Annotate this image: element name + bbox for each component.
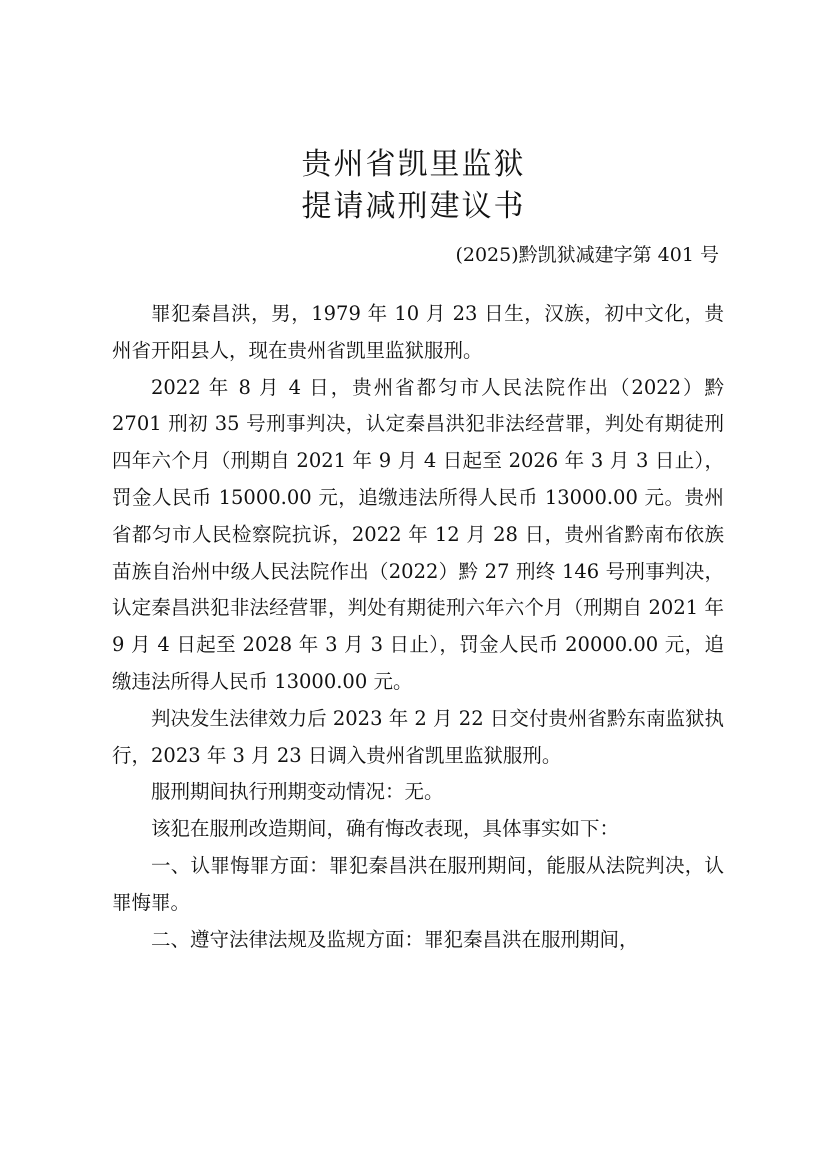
paragraph-sentence-changes: 服刑期间执行刑期变动情况：无。 (151, 780, 444, 804)
paragraph-repentance-intro: 该犯在服刑改造期间，确有悔改表现，具体事实如下： (151, 817, 620, 841)
paragraph-offender-info: 罪犯秦昌洪，男，1979 年 10 月 23 日生，汉族，初中文化，贵州省开阳县人，现在贵州省凯里监狱服刑。 (112, 302, 724, 362)
paragraph-transfer: 判决发生法律效力后 2023 年 2 月 22 日交付贵州省黔东南监狱执行，2023 年 3 月 23 日调入贵州省凯里监狱服刑。 (112, 706, 724, 767)
document-title-line-1: 贵州省凯里监狱 (301, 147, 526, 182)
paragraph-judgment-history: 2022 年 8 月 4 日，贵州省都匀市人民法院作出（2022）黔2701 刑初 35 号刑事判决，认定秦昌洪犯非法经营罪，判处有期徒刑四年六个月（刑期自 2021 年 9 月 4 日起至 2026 年 3 月 3 日止），罚金人民币 15000.00 元，追缴违法所得人民币 13000.00 元。贵州省都匀市人民检察院抗诉，2022 年 12 月 28 日，贵州省黔南布依族苗族自治州中级人民法院作出（2022）黔 27 刑终 146 号刑事判决，认定秦昌洪犯非法经营罪，判处有期徒刑六年六个月（刑期自 2021 年 9 月 4 日起至 2028 年 3 月 3 日止），罚金人民币 20000.00 元，追缴违法所得人民币 13000.00 元。 (112, 375, 724, 693)
document-title-line-2: 提请减刑建议书 (301, 189, 526, 224)
document-number: (2025)黔凯狱减建字第 401 号 (455, 244, 719, 266)
document-body (112, 296, 724, 958)
paragraph-section-one: 一、认罪悔罪方面：罪犯秦昌洪在服刑期间，能服从法院判决，认罪悔罪。 (112, 853, 724, 914)
paragraph-section-two: 二、遵守法律法规及监规方面：罪犯秦昌洪在服刑期间， (151, 927, 639, 951)
